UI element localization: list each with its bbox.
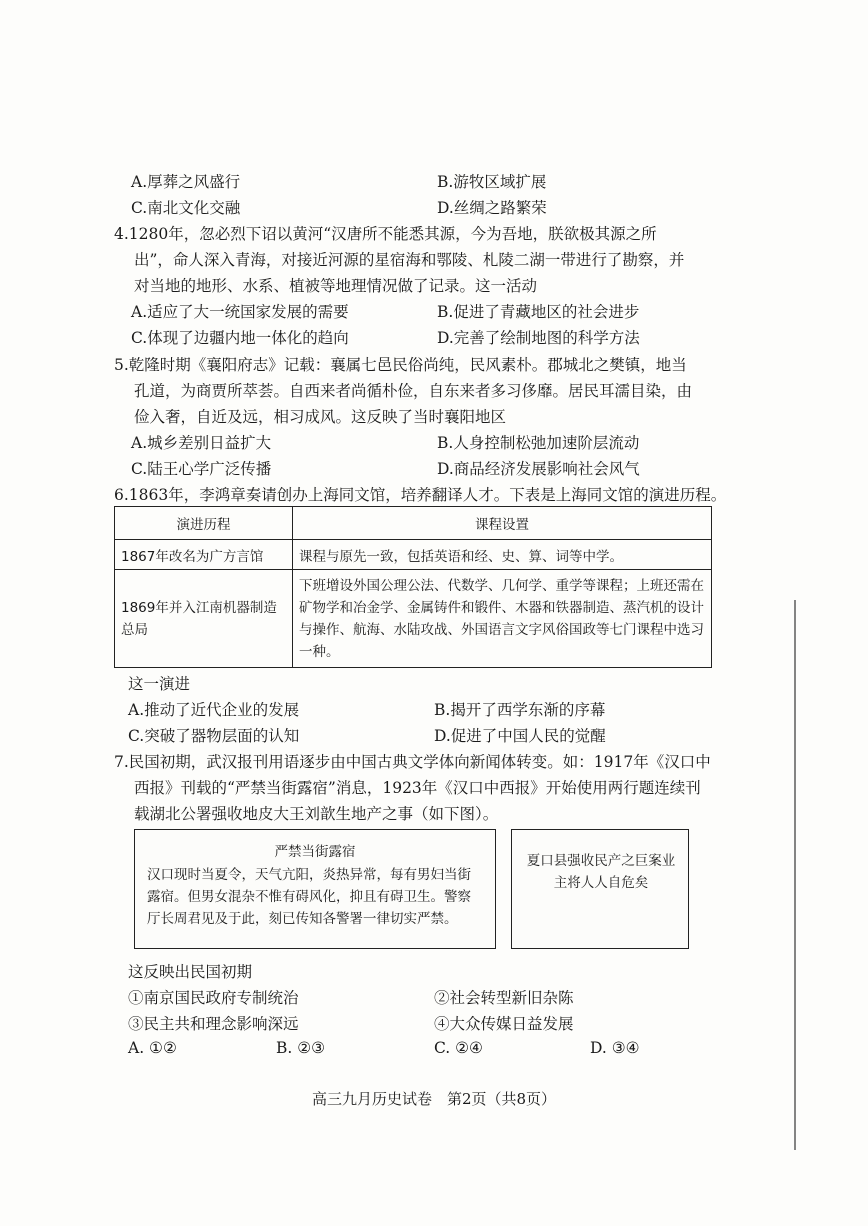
q5-option-d: D.商品经济发展影响社会风气 [437, 460, 640, 478]
table-cell: 下班增设外国公理公法、代数学、几何学、重学等课程；上班还需在矿物学和冶金学、金属铸件和锻件、木器和铁器制造、蒸汽机的设计与操作、航海、水陆攻战、外国语言文字风俗国政等七门课程中选习一种。 [293, 570, 712, 668]
newspaper-clipping-right [511, 829, 689, 949]
q5-option-b: B.人身控制松弛加速阶层流动 [437, 434, 640, 452]
table-cell: 1867年改名为广方言馆 [115, 540, 293, 570]
q5-line-2: 孔道，为商贾所萃荟。自西来者尚循朴俭，自东来者多习侈靡。居民耳濡目染，由 [134, 382, 693, 400]
q7-item-4: ④大众传媒日益发展 [434, 1015, 574, 1033]
q4-line-1: 4.1280年，忽必烈下诏以黄河“汉唐所不能悉其源，今为吾地，朕欲极其源之所 [114, 225, 657, 243]
q4-option-a: A.适应了大一统国家发展的需要 [131, 303, 349, 321]
q3-option-c: C.南北文化交融 [131, 199, 241, 217]
table-cell: 课程与原先一致，包括英语和经、史、算、词等中学。 [293, 540, 712, 570]
q7-option-b: B. ②③ [276, 1039, 326, 1057]
q6-option-c: C.突破了器物层面的认知 [128, 727, 300, 745]
q7-option-d: D. ③④ [590, 1039, 640, 1057]
q7-stem: 这反映出民国初期 [128, 963, 253, 981]
q7-line-1: 7.民国初期，武汉报刊用语逐步由中国古典文学体向新闻体转变。如：1917年《汉口中 [114, 753, 711, 771]
table-row [115, 570, 712, 668]
table-row [115, 540, 712, 570]
clipping-headline: 夏口县强收民产之巨案业主将人人自危矣 [526, 853, 676, 891]
table-header-row [115, 507, 712, 540]
q7-item-1: ①南京国民政府专制统治 [128, 989, 299, 1007]
table-header-cell: 演进历程 [115, 507, 293, 540]
scan-edge-line [794, 600, 796, 1150]
q6-option-d: D.促进了中国人民的觉醒 [434, 727, 606, 745]
q6-option-a: A.推动了近代企业的发展 [128, 701, 300, 719]
q5-option-c: C.陆王心学广泛传播 [131, 460, 272, 478]
q4-option-c: C.体现了边疆内地一体化的趋向 [131, 329, 349, 347]
q7-option-a: A. ①② [128, 1039, 177, 1057]
q3-option-b: B.游牧区域扩展 [437, 173, 547, 191]
q6-intro: 6.1863年，李鸿章奏请创办上海同文馆，培养翻译人才。下表是上海同文馆的演进历程。 [114, 486, 727, 504]
q6-option-b: B.揭开了西学东渐的序幕 [434, 701, 606, 719]
q4-option-d: D.完善了绘制地图的科学方法 [437, 329, 640, 347]
clipping-title: 严禁当街露宿 [274, 844, 356, 860]
page-footer: 高三九月历史试卷 第2页（共8页） [311, 1090, 557, 1108]
clipping-body: 汉口现时当夏令，天气亢阳，炎热异常，每有男妇当街露宿。但男女混杂不惟有碍风化，抑且有碍卫生。警察厅长周君见及于此，刻已传知各警署一律切实严禁。 [147, 867, 471, 927]
q5-line-1: 5.乾隆时期《襄阳府志》记载：襄属七邑民俗尚纯，民风素朴。郡城北之樊镇，地当 [114, 356, 687, 374]
q3-option-d: D.丝绸之路繁荣 [437, 199, 547, 217]
q4-line-2: 出”，命人深入青海，对接近河源的星宿海和鄂陵、札陵二湖一带进行了勘察，并 [134, 251, 685, 269]
table-header-cell: 课程设置 [293, 507, 712, 540]
q5-option-a: A.城乡差别日益扩大 [131, 434, 272, 452]
q4-line-3: 对当地的地形、水系、植被等地理情况做了记录。这一活动 [134, 277, 538, 295]
q7-option-c: C. ②④ [434, 1039, 483, 1057]
q7-item-2: ②社会转型新旧杂陈 [434, 989, 574, 1007]
q7-line-3: 载湖北公署强收地皮大王刘歆生地产之事（如下图）。 [134, 805, 499, 823]
curriculum-table [114, 506, 712, 668]
newspaper-clipping-left [134, 829, 496, 949]
q4-option-b: B.促进了青藏地区的社会进步 [437, 303, 640, 321]
q5-line-3: 俭入奢，自近及远，相习成风。这反映了当时襄阳地区 [134, 408, 507, 426]
q7-line-2: 西报》刊载的“严禁当街露宿”消息，1923年《汉口中西报》开始使用两行题连续刊 [134, 779, 701, 797]
q6-stem: 这一演进 [128, 675, 191, 693]
table-cell: 1869年并入江南机器制造总局 [115, 570, 293, 668]
q3-option-a: A.厚葬之风盛行 [131, 173, 241, 191]
q7-item-3: ③民主共和理念影响深远 [128, 1015, 299, 1033]
